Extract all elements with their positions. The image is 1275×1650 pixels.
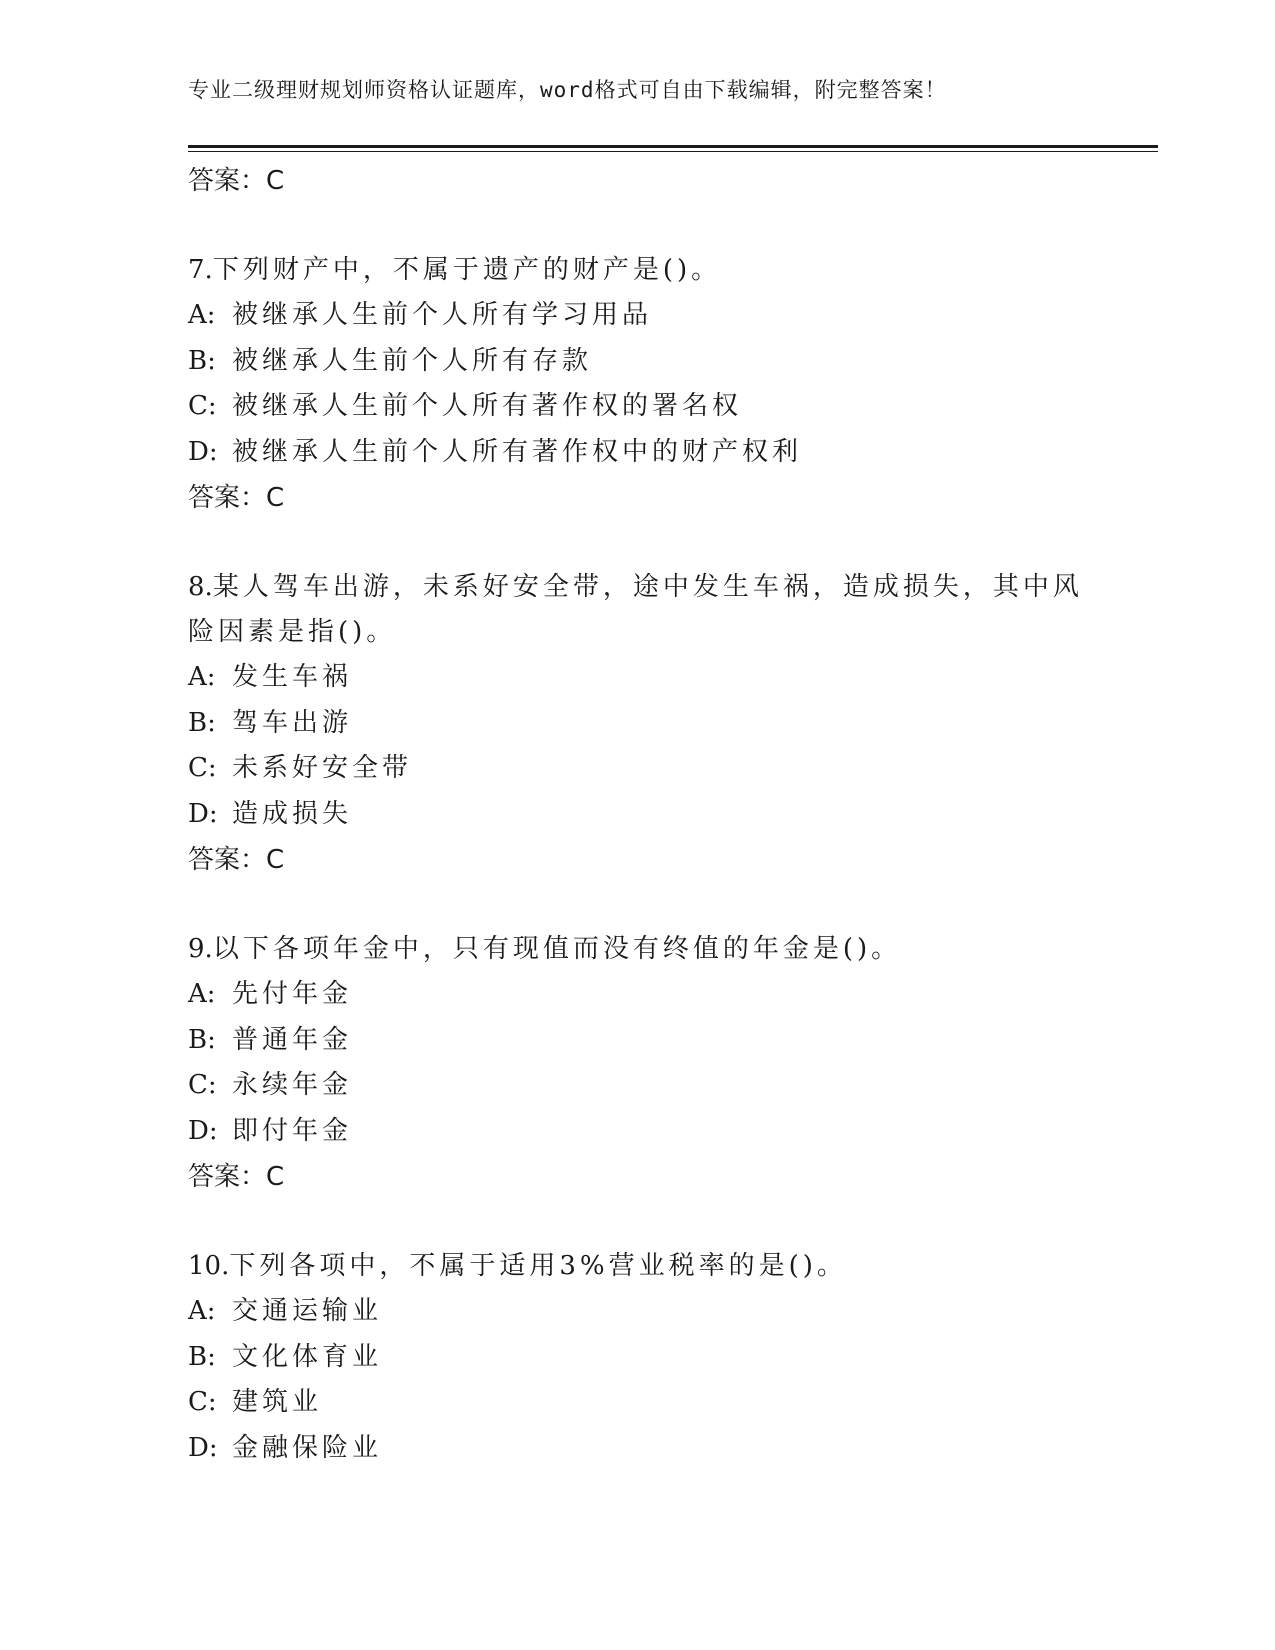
option-key: B: (188, 1341, 216, 1372)
option-d (188, 1109, 1088, 1155)
option-a (188, 1289, 1088, 1335)
option-key: C: (188, 1070, 217, 1100)
answer-line: 答案：C (188, 166, 285, 196)
option-c (188, 1380, 1088, 1426)
option-text: 建筑业 (232, 1387, 323, 1417)
document-body (188, 158, 1088, 1471)
option-a (188, 655, 1088, 701)
option-key: C: (188, 1387, 217, 1417)
option-d (188, 792, 1088, 838)
question-text (188, 248, 1088, 293)
option-text: 金融保险业 (232, 1432, 383, 1463)
option-text: 普通年金 (232, 1024, 353, 1055)
option-text: 被继承人生前个人所有著作权的署名权 (232, 391, 743, 421)
option-key: D: (188, 1432, 218, 1463)
question-8 (188, 565, 1088, 883)
page-header: 专业二级理财规划师资格认证题库，word格式可自由下载编辑，附完整答案！ (188, 78, 947, 102)
option-text: 即付年金 (232, 1115, 353, 1146)
option-key: A: (188, 662, 216, 692)
question-body: 下列各项中，不属于适用3%营业税率的是()。 (229, 1251, 847, 1281)
question-number: 9. (188, 934, 213, 964)
option-key: C: (188, 391, 217, 421)
option-text: 文化体育业 (232, 1341, 383, 1372)
question-number: 7. (188, 255, 213, 285)
option-key: B: (188, 345, 216, 376)
option-text: 交通运输业 (232, 1296, 383, 1326)
option-c (188, 1063, 1088, 1109)
question-number: 10. (188, 1251, 230, 1281)
option-a (188, 293, 1088, 339)
option-key: A: (188, 1296, 216, 1326)
option-text: 造成损失 (232, 798, 353, 829)
option-d (188, 430, 1088, 476)
question-text (188, 927, 1088, 972)
option-key: A: (188, 300, 216, 330)
header-rule-thin (188, 151, 1158, 152)
option-c (188, 746, 1088, 792)
answer-line: 答案：C (188, 845, 285, 875)
question-body: 某人驾车出游，未系好安全带，途中发生车祸，造成损失，其中风险因素是指()。 (188, 572, 1083, 647)
answer-line: 答案：C (188, 1162, 285, 1192)
option-text: 发生车祸 (232, 662, 353, 692)
option-key: B: (188, 1024, 216, 1055)
option-b (188, 1335, 1088, 1381)
option-text: 永续年金 (232, 1070, 353, 1100)
option-key: D: (188, 1115, 218, 1146)
question-body: 以下各项年金中，只有现值而没有终值的年金是()。 (212, 934, 902, 964)
question-text (188, 565, 1088, 655)
option-text: 被继承人生前个人所有学习用品 (232, 300, 653, 330)
option-key: D: (188, 798, 218, 829)
option-b (188, 701, 1088, 747)
option-key: B: (188, 707, 216, 738)
answer-line: 答案：C (188, 483, 285, 513)
option-a (188, 972, 1088, 1018)
question-10 (188, 1244, 1088, 1471)
option-text: 驾车出游 (232, 707, 353, 738)
question-text (188, 1244, 1088, 1289)
question-7 (188, 248, 1088, 521)
option-d (188, 1426, 1088, 1472)
option-c (188, 384, 1088, 430)
option-key: D: (188, 436, 218, 467)
question-9 (188, 927, 1088, 1200)
option-text: 未系好安全带 (232, 753, 413, 783)
option-text: 被继承人生前个人所有著作权中的财产权利 (232, 436, 803, 467)
option-b (188, 1018, 1088, 1064)
option-b (188, 339, 1088, 385)
question-number: 8. (188, 572, 213, 602)
header-rule-thick (188, 145, 1158, 148)
option-text: 先付年金 (232, 979, 353, 1009)
option-key: A: (188, 979, 216, 1009)
option-text: 被继承人生前个人所有存款 (232, 345, 593, 376)
option-key: C: (188, 753, 217, 783)
question-body: 下列财产中，不属于遗产的财产是()。 (212, 255, 722, 285)
